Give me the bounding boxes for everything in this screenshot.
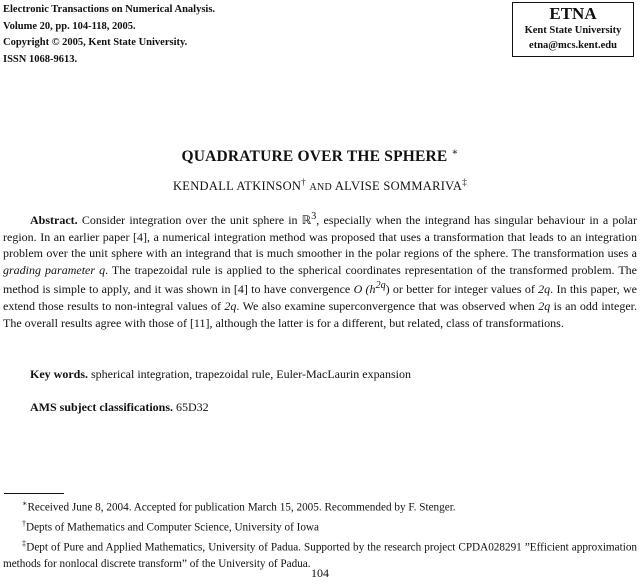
footnote-rule — [4, 493, 64, 494]
author1-footnote-mark[interactable]: † — [301, 177, 307, 187]
ams-label: AMS subject classifications. — [30, 400, 173, 414]
abstract-text-1: Consider integration over the unit sphere in — [77, 213, 302, 227]
keywords-line — [30, 367, 411, 382]
abstract-text-3: . The trapezoidal rule is applied to the spherical coordinates representation of the transformed problem. The method is simple to apply, and it was shown in [4] to have convergence — [3, 262, 638, 297]
author-and: AND — [309, 182, 333, 194]
author-sommariva: ALVISE SOMMARIVA — [334, 179, 463, 194]
grading-parameter: grading parameter q — [3, 262, 106, 277]
author2-footnote-mark[interactable]: ‡ — [462, 177, 468, 187]
two-q-1: 2q — [538, 282, 551, 297]
abstract-text-7: is an odd integer. The overall results agree with those of [11], although the latter is for a different, but related, class of transformations. — [3, 298, 637, 330]
author-line — [0, 177, 640, 194]
etna-university: Kent State University — [524, 25, 622, 36]
footnote-mark: ∗ — [22, 499, 28, 508]
convergence-close: ) — [385, 282, 390, 297]
convergence-exponent: 2q — [375, 280, 386, 292]
journal-header — [3, 2, 215, 68]
two-q-2: 2q — [224, 298, 237, 313]
page-number: 104 — [311, 566, 329, 580]
issn-line: ISSN 1068-9613. — [3, 53, 78, 65]
paper-title-text: QUADRATURE OVER THE SPHERE — [181, 148, 448, 166]
r3-exponent: 3 — [311, 211, 317, 222]
etna-title: ETNA — [549, 4, 597, 23]
author-atkinson: KENDALL ATKINSON — [172, 179, 302, 194]
footnote-mark: ‡ — [22, 538, 27, 548]
two-q-3: 2q — [538, 298, 551, 313]
footnote-mark: † — [22, 518, 26, 528]
abstract-text-6: . We also examine superconvergence that was observed when — [236, 298, 539, 313]
etna-email[interactable]: etna@mcs.kent.edu — [529, 40, 617, 51]
abstract-paragraph — [3, 209, 637, 331]
journal-name: Electronic Transactions on Numerical Analysis. — [3, 4, 216, 15]
etna-box — [512, 2, 634, 57]
footnote-text: Dept of Pure and Applied Mathematics, University of Padua. Supported by the research project CPDA028291 ”Efficient approximation methods for nonlocal discrete transform” of the University of Padua. — [3, 541, 638, 570]
abstract-text-4: or better for integer values of — [389, 282, 539, 297]
footnote-atkinson-affiliation — [3, 516, 637, 536]
keywords-text: spherical integration, trapezoidal rule, Euler-MacLaurin expansion — [88, 367, 411, 381]
footnote-received — [3, 496, 637, 516]
keywords-label: Key words. — [30, 367, 88, 381]
footnote-text: Depts of Mathematics and Computer Science, University of Iowa — [26, 521, 319, 534]
convergence-order: O (h — [353, 282, 376, 297]
abstract-text-2: , especially when the integrand has singular behaviour in a polar region. In an earlier paper [4], a numerical integration method was proposed that uses a transformation that leads to an integration problem over the unit sphere with an integrand that is much smoother in the polar regions of the sphere. The transformation uses a — [3, 213, 637, 261]
abstract-label: Abstract. — [30, 213, 78, 227]
abstract-text-5: . In this paper, we extend those results to non-integral values of — [3, 282, 637, 313]
title-footnote-mark[interactable]: ∗ — [451, 147, 459, 158]
footnote-text: Received June 8, 2004. Accepted for publication March 15, 2005. Recommended by F. Stenger. — [27, 501, 456, 514]
r3-symbol: ℝ — [301, 213, 312, 227]
paper-title — [0, 147, 640, 166]
copyright-line: Copyright © 2005, Kent State University. — [3, 37, 188, 48]
ams-text: 65D32 — [173, 400, 209, 414]
ams-classification-line — [30, 400, 209, 415]
volume-info: Volume 20, pp. 104-118, 2005. — [3, 20, 136, 32]
footnotes — [3, 496, 637, 572]
